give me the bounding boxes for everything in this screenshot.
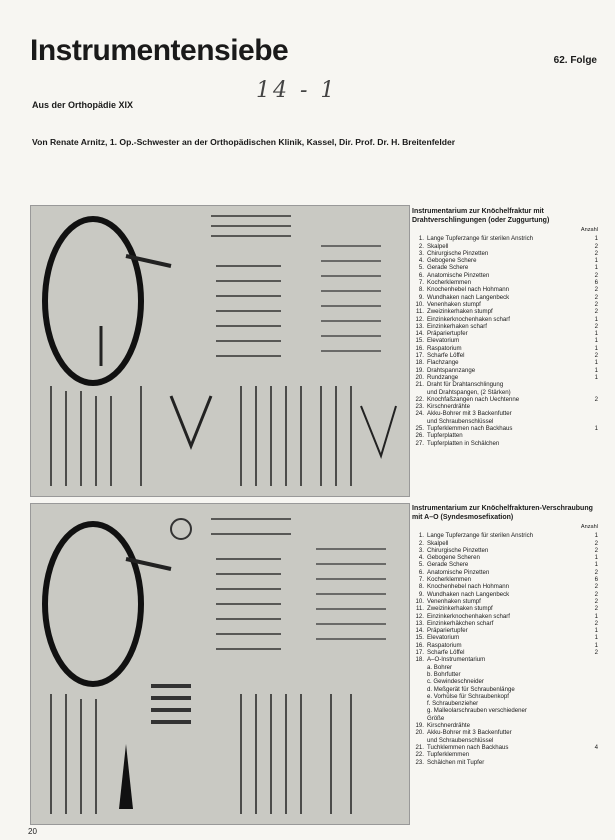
item-number bbox=[412, 686, 427, 693]
item-quantity: 6 bbox=[594, 279, 598, 287]
item-number: 21. bbox=[415, 381, 424, 389]
item-quantity bbox=[590, 759, 598, 766]
item-label: Einzinkerknochenhaken scharf bbox=[427, 612, 510, 620]
item-number: 11. bbox=[415, 605, 424, 613]
item-label: Skalpell bbox=[427, 539, 449, 547]
instrument-list-2 bbox=[412, 505, 598, 766]
list-item bbox=[412, 583, 598, 590]
item-number: 14. bbox=[415, 330, 424, 338]
item-number: 3. bbox=[418, 546, 424, 554]
list-item bbox=[412, 279, 598, 286]
item-quantity bbox=[590, 700, 598, 707]
item-number: 4. bbox=[418, 257, 424, 265]
list-item bbox=[412, 561, 598, 568]
item-number: 7. bbox=[418, 576, 424, 584]
item-label: Knochenhebel nach Hohmann bbox=[427, 583, 509, 591]
item-number: 6. bbox=[418, 271, 424, 279]
item-number: 8. bbox=[418, 286, 424, 294]
list-item bbox=[412, 729, 598, 736]
subtitle: Aus der Orthopädie XIX bbox=[32, 100, 134, 110]
item-quantity bbox=[590, 693, 598, 700]
item-label: und Schraubenschlüssel bbox=[427, 736, 494, 744]
item-number: 12. bbox=[415, 315, 424, 323]
item-quantity bbox=[590, 686, 598, 693]
item-label: Raspatorium bbox=[427, 344, 462, 352]
list-item bbox=[412, 432, 598, 439]
item-quantity bbox=[590, 403, 598, 410]
item-label: Zweizinkerhaken stumpf bbox=[427, 605, 493, 613]
item-quantity bbox=[590, 751, 598, 758]
item-label: und Drahtspangen, (2 Stärken) bbox=[427, 388, 511, 396]
item-number: 10. bbox=[415, 300, 424, 308]
item-label: Chirurgische Pinzetten bbox=[427, 249, 489, 257]
item-number: 24. bbox=[415, 410, 424, 418]
item-number: 14. bbox=[415, 627, 424, 635]
byline: Von Renate Arnitz, 1. Op.-Schwester an der Orthopädischen Klinik, Kassel, Dir. Prof. Dr. H. Breitenfelder bbox=[32, 137, 456, 147]
item-quantity bbox=[590, 737, 598, 744]
item-number: 8. bbox=[418, 583, 424, 591]
list-item bbox=[412, 418, 598, 425]
series-number: 62. Folge bbox=[553, 55, 597, 66]
item-label: Gerade Schere bbox=[427, 264, 469, 272]
list-item bbox=[412, 598, 598, 605]
list-item bbox=[412, 715, 598, 722]
item-label: Anatomische Pinzetten bbox=[427, 271, 490, 279]
item-label: Einzinkerhaken scharf bbox=[427, 322, 487, 330]
item-quantity: 2 bbox=[594, 308, 598, 316]
list-item bbox=[412, 316, 598, 323]
item-number: 3. bbox=[418, 249, 424, 257]
item-quantity bbox=[590, 715, 598, 722]
item-quantity: 1 bbox=[594, 344, 598, 352]
item-label: Einzinkerhäkchen scharf bbox=[427, 619, 494, 627]
item-label: Präpariertupfer bbox=[427, 330, 468, 338]
item-number: 11. bbox=[415, 308, 424, 316]
list-item bbox=[412, 359, 598, 366]
item-label: Kirschnerdrähte bbox=[427, 403, 471, 411]
item-label: e. Vorhülse für Schraubenkopf bbox=[427, 692, 509, 700]
list-item bbox=[412, 759, 598, 766]
item-label: Venenhaken stumpf bbox=[427, 300, 481, 308]
item-label: Akku-Bohrer mit 3 Backenfutter bbox=[427, 410, 512, 418]
item-label: Knochenhebel nach Hohmann bbox=[427, 286, 509, 294]
item-label: Kocherklemmen bbox=[427, 279, 472, 287]
item-number: 15. bbox=[415, 634, 424, 642]
item-quantity bbox=[590, 418, 598, 425]
list-item bbox=[412, 286, 598, 293]
item-label: Zweizinkerhaken stumpf bbox=[427, 308, 493, 316]
list-item bbox=[412, 425, 598, 432]
list-item bbox=[412, 737, 598, 744]
item-quantity: 1 bbox=[594, 366, 598, 374]
list-item bbox=[412, 744, 598, 751]
item-quantity: 1 bbox=[594, 532, 598, 540]
item-quantity: 1 bbox=[594, 315, 598, 323]
list-1-column-header: Anzahl bbox=[580, 227, 598, 233]
list-item bbox=[412, 576, 598, 583]
item-label: Anatomische Pinzetten bbox=[427, 568, 490, 576]
list-item bbox=[412, 591, 598, 598]
list-item bbox=[412, 345, 598, 352]
item-number: 21. bbox=[415, 743, 424, 751]
list-item bbox=[412, 337, 598, 344]
item-number bbox=[412, 737, 427, 744]
item-quantity bbox=[590, 432, 598, 439]
item-label: b. Bohrfutter bbox=[427, 670, 461, 678]
list-item bbox=[412, 613, 598, 620]
item-quantity: 2 bbox=[594, 300, 598, 308]
item-quantity: 1 bbox=[594, 235, 598, 243]
item-number bbox=[412, 389, 427, 396]
item-number: 5. bbox=[418, 264, 424, 272]
item-number: 2. bbox=[418, 242, 424, 250]
item-quantity: 1 bbox=[594, 627, 598, 635]
item-number: 18. bbox=[415, 359, 424, 367]
item-quantity: 2 bbox=[594, 605, 598, 613]
list-item bbox=[412, 700, 598, 707]
list-item bbox=[412, 330, 598, 337]
list-item bbox=[412, 440, 598, 447]
item-label: Tupferplatten in Schälchen bbox=[427, 439, 500, 447]
item-quantity: 1 bbox=[594, 373, 598, 381]
item-quantity: 2 bbox=[594, 597, 598, 605]
item-quantity: 2 bbox=[594, 649, 598, 657]
list-item bbox=[412, 634, 598, 641]
item-label: Schälchen mit Tupfer bbox=[427, 758, 485, 766]
list-item bbox=[412, 751, 598, 758]
item-label: g. Malleolarschrauben verschiedener bbox=[427, 707, 527, 715]
item-label: Rundzange bbox=[427, 373, 459, 381]
item-number: 13. bbox=[415, 619, 424, 627]
item-quantity: 2 bbox=[594, 249, 598, 257]
item-quantity bbox=[590, 707, 598, 714]
item-label: Tupferklemmen nach Backhaus bbox=[427, 425, 513, 433]
item-label: Gebogene Scheren bbox=[427, 554, 480, 562]
item-label: Scharfe Löffel bbox=[427, 352, 465, 360]
item-label: Venenhaken stumpf bbox=[427, 597, 481, 605]
item-number: 13. bbox=[415, 322, 424, 330]
item-quantity: 1 bbox=[594, 634, 598, 642]
item-label: Gerade Schere bbox=[427, 561, 469, 569]
item-quantity: 2 bbox=[594, 286, 598, 294]
item-number bbox=[412, 700, 427, 707]
item-number: 6. bbox=[418, 568, 424, 576]
list-item bbox=[412, 664, 598, 671]
item-number: 17. bbox=[415, 352, 424, 360]
handwritten-note: 14 - 1 bbox=[256, 78, 338, 103]
item-number: 15. bbox=[415, 337, 424, 345]
item-label: Scharfe Löffel bbox=[427, 649, 465, 657]
item-number: 25. bbox=[415, 425, 424, 433]
item-number: 19. bbox=[415, 366, 424, 374]
item-label: Tuchklemmen nach Backhaus bbox=[427, 743, 509, 751]
item-label: a. Bohrer bbox=[427, 663, 453, 671]
item-label: Wundhaken nach Langenbeck bbox=[427, 590, 510, 598]
item-quantity: 2 bbox=[594, 539, 598, 547]
item-label: Tupferklemmen bbox=[427, 751, 470, 759]
instrument-tray-photo-2 bbox=[30, 503, 410, 825]
item-number: 1. bbox=[418, 532, 424, 540]
item-label: c. Gewindeschneider bbox=[427, 678, 484, 686]
item-label: Einzinkerknochenhaken scharf bbox=[427, 315, 510, 323]
list-item bbox=[412, 381, 598, 388]
item-number: 26. bbox=[415, 432, 424, 440]
list-item bbox=[412, 294, 598, 301]
item-number: 9. bbox=[418, 293, 424, 301]
item-quantity bbox=[590, 664, 598, 671]
item-label: Wundhaken nach Langenbeck bbox=[427, 293, 510, 301]
item-quantity: 2 bbox=[594, 619, 598, 627]
list-item bbox=[412, 693, 598, 700]
item-label: Präpariertupfer bbox=[427, 627, 468, 635]
item-number: 4. bbox=[418, 554, 424, 562]
item-quantity: 1 bbox=[594, 641, 598, 649]
item-label: d. Meßgerät für Schraubenlänge bbox=[427, 685, 515, 693]
list-item bbox=[412, 605, 598, 612]
item-number: 18. bbox=[415, 656, 424, 664]
instrument-tray-photo-1 bbox=[30, 205, 410, 497]
item-quantity: 2 bbox=[594, 322, 598, 330]
page-title: Instrumentensiebe bbox=[30, 34, 289, 67]
list-item bbox=[412, 627, 598, 634]
item-quantity: 2 bbox=[594, 590, 598, 598]
item-number: 10. bbox=[415, 597, 424, 605]
item-quantity bbox=[590, 722, 598, 729]
item-label: Akku-Bohrer mit 3 Backenfutter bbox=[427, 729, 512, 737]
item-quantity bbox=[590, 381, 598, 388]
item-quantity: 2 bbox=[594, 546, 598, 554]
page-number: 20 bbox=[28, 827, 37, 836]
list-item bbox=[412, 642, 598, 649]
item-quantity bbox=[590, 678, 598, 685]
item-number: 9. bbox=[418, 590, 424, 598]
item-number: 19. bbox=[415, 722, 424, 730]
item-quantity: 2 bbox=[594, 293, 598, 301]
item-number bbox=[412, 693, 427, 700]
list-item bbox=[412, 707, 598, 714]
list-item bbox=[412, 678, 598, 685]
item-label: Gebogene Schere bbox=[427, 257, 477, 265]
item-quantity: 1 bbox=[594, 337, 598, 345]
item-quantity: 1 bbox=[594, 554, 598, 562]
item-label: A–O-Instrumentarium bbox=[427, 656, 486, 664]
item-label: Elevatorium bbox=[427, 337, 460, 345]
list-item bbox=[412, 352, 598, 359]
item-quantity: 1 bbox=[594, 264, 598, 272]
item-number: 27. bbox=[415, 439, 424, 447]
item-quantity bbox=[590, 410, 598, 417]
list-item bbox=[412, 686, 598, 693]
item-quantity: 2 bbox=[594, 583, 598, 591]
item-number: 22. bbox=[415, 751, 424, 759]
item-quantity: 1 bbox=[594, 425, 598, 433]
item-label: Draht für Drahtanschlingung bbox=[427, 381, 504, 389]
item-number: 7. bbox=[418, 279, 424, 287]
list-item bbox=[412, 403, 598, 410]
list-item bbox=[412, 671, 598, 678]
list-item bbox=[412, 264, 598, 271]
item-quantity: 2 bbox=[594, 352, 598, 360]
list-item bbox=[412, 620, 598, 627]
list-item bbox=[412, 235, 598, 242]
list-item bbox=[412, 323, 598, 330]
list-item bbox=[412, 301, 598, 308]
item-quantity: 1 bbox=[594, 561, 598, 569]
list-item bbox=[412, 272, 598, 279]
list-item bbox=[412, 649, 598, 656]
list-2-items bbox=[412, 532, 598, 766]
list-item bbox=[412, 547, 598, 554]
item-number: 5. bbox=[418, 561, 424, 569]
instrument-tray-illustration-2 bbox=[31, 504, 409, 824]
item-quantity bbox=[590, 440, 598, 447]
item-label: Knochfaßzangen nach Uechtenne bbox=[427, 395, 520, 403]
item-label: Chirurgische Pinzetten bbox=[427, 546, 489, 554]
item-number: 16. bbox=[415, 641, 424, 649]
item-quantity: 2 bbox=[594, 271, 598, 279]
list-item bbox=[412, 540, 598, 547]
item-quantity: 1 bbox=[594, 612, 598, 620]
item-quantity: 2 bbox=[594, 395, 598, 403]
list-item bbox=[412, 396, 598, 403]
list-item bbox=[412, 250, 598, 257]
list-item bbox=[412, 243, 598, 250]
item-label: Lange Tupferzange für sterilen Anstrich bbox=[427, 532, 534, 540]
item-number: 23. bbox=[415, 403, 424, 411]
item-label: Elevatorium bbox=[427, 634, 460, 642]
list-item bbox=[412, 367, 598, 374]
item-label: und Schraubenschlüssel bbox=[427, 417, 494, 425]
list-item bbox=[412, 569, 598, 576]
list-item bbox=[412, 656, 598, 663]
item-quantity: 1 bbox=[594, 330, 598, 338]
item-quantity: 4 bbox=[594, 743, 598, 751]
list-item bbox=[412, 308, 598, 315]
item-quantity: 1 bbox=[594, 257, 598, 265]
item-number: 20. bbox=[415, 729, 424, 737]
item-label: Kirschnerdrähte bbox=[427, 722, 471, 730]
item-number bbox=[412, 671, 427, 678]
item-quantity bbox=[590, 656, 598, 663]
item-quantity: 1 bbox=[594, 359, 598, 367]
list-item bbox=[412, 257, 598, 264]
item-number: 1. bbox=[418, 235, 424, 243]
list-1-title: Instrumentarium zur Knöchelfraktur mit Drahtverschlingungen (oder Zuggurtung) bbox=[412, 208, 550, 224]
item-number: 2. bbox=[418, 539, 424, 547]
list-item bbox=[412, 532, 598, 539]
item-label: Skalpell bbox=[427, 242, 449, 250]
item-number bbox=[412, 707, 427, 714]
item-number bbox=[412, 715, 427, 722]
item-quantity: 6 bbox=[594, 576, 598, 584]
item-quantity: 2 bbox=[594, 242, 598, 250]
list-item bbox=[412, 554, 598, 561]
instrument-tray-illustration-1 bbox=[31, 206, 409, 496]
instrument-list-1 bbox=[412, 208, 598, 447]
item-number bbox=[412, 678, 427, 685]
item-label: Tupferplatten bbox=[427, 432, 463, 440]
item-label: Größe bbox=[427, 714, 445, 722]
list-item bbox=[412, 389, 598, 396]
item-label: Raspatorium bbox=[427, 641, 462, 649]
item-label: f. Schraubenzieher bbox=[427, 700, 479, 708]
item-label: Drahtspannzange bbox=[427, 366, 476, 374]
list-2-title: Instrumentarium zur Knöchelfrakturen-Verschraubung mit A–O (Syndesmosefixation) bbox=[412, 505, 593, 521]
item-quantity bbox=[590, 389, 598, 396]
list-item bbox=[412, 722, 598, 729]
item-quantity bbox=[590, 671, 598, 678]
list-item bbox=[412, 374, 598, 381]
item-number: 12. bbox=[415, 612, 424, 620]
item-number: 23. bbox=[415, 758, 424, 766]
list-item bbox=[412, 410, 598, 417]
item-number: 17. bbox=[415, 649, 424, 657]
list-1-items bbox=[412, 235, 598, 447]
item-label: Lange Tupferzange für sterilen Anstrich bbox=[427, 235, 534, 243]
list-2-column-header: Anzahl bbox=[580, 524, 598, 530]
item-number: 22. bbox=[415, 395, 424, 403]
item-number bbox=[412, 664, 427, 671]
item-quantity bbox=[590, 729, 598, 736]
item-number bbox=[412, 418, 427, 425]
item-label: Flachzange bbox=[427, 359, 459, 367]
item-quantity: 2 bbox=[594, 568, 598, 576]
item-number: 20. bbox=[415, 373, 424, 381]
item-number: 16. bbox=[415, 344, 424, 352]
item-label: Kocherklemmen bbox=[427, 576, 472, 584]
